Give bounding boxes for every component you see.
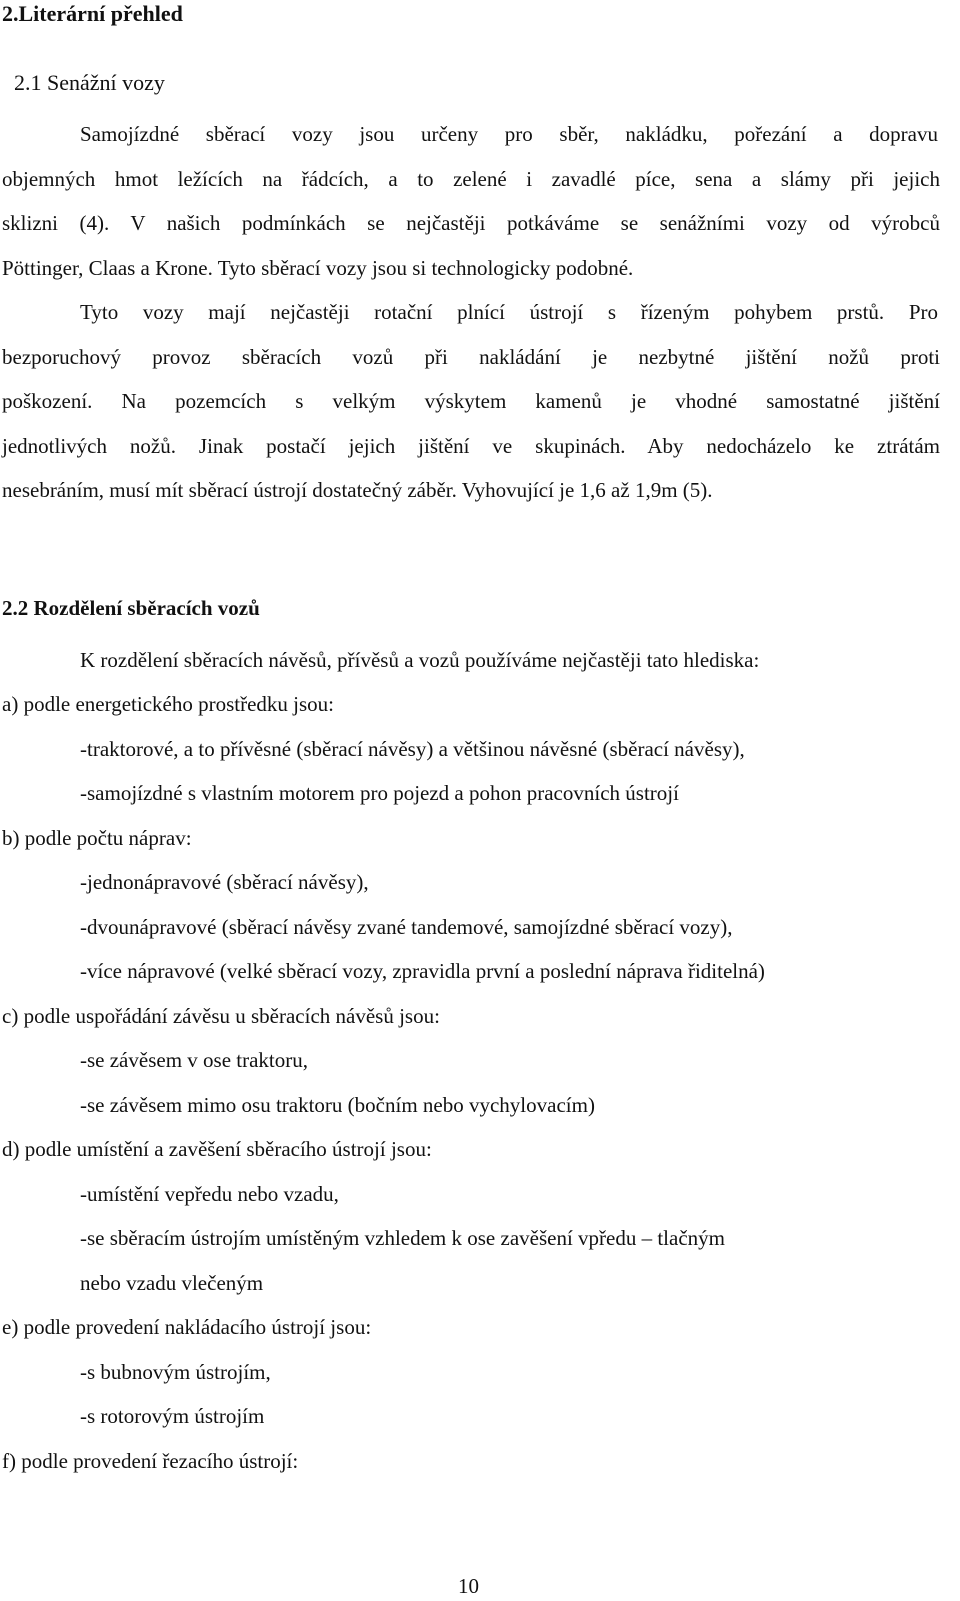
list-item: -s rotorovým ústrojím <box>80 1404 265 1428</box>
list-item: -jednonápravové (sběrací návěsy), <box>80 870 369 894</box>
section-intro: K rozdělení sběracích návěsů, přívěsů a vozů používáme nejčastěji tato hlediska: <box>80 648 760 672</box>
list-item: -dvounápravové (sběrací návěsy zvané tandemové, samojízdné sběrací vozy), <box>80 915 733 939</box>
list-item: -samojízdné s vlastním motorem pro pojezd a pohon pracovních ústrojí <box>80 781 679 805</box>
list-label: c) podle uspořádání závěsu u sběracích návěsů jsou: <box>2 1004 440 1028</box>
section-title: 2.1 Senážní vozy <box>14 70 165 95</box>
paragraph-line: Tyto vozy mají nejčastěji rotační plnící ústrojí s řízeným pohybem prstů. Pro <box>80 300 938 324</box>
page-number: 10 <box>458 1574 479 1598</box>
list-label: b) podle počtu náprav: <box>2 826 192 850</box>
list-item: -s bubnovým ústrojím, <box>80 1360 271 1384</box>
list-label: a) podle energetického prostředku jsou: <box>2 692 335 716</box>
list-item: -více nápravové (velké sběrací vozy, zpravidla první a poslední náprava řiditelná) <box>80 959 765 983</box>
paragraph-line: sklizni (4). V našich podmínkách se nejčastěji potkáváme se senážními vozy od výrobců <box>2 211 940 235</box>
paragraph-line: poškození. Na pozemcích s velkým výskytem kamenů je vhodné samostatné jištění <box>2 389 940 413</box>
document-heading: 2.Literární přehled <box>2 1 183 26</box>
list-label: d) podle umístění a zavěšení sběracího ústrojí jsou: <box>2 1137 432 1161</box>
section-title: 2.2 Rozdělení sběracích vozů <box>2 596 260 620</box>
paragraph-line: Pöttinger, Claas a Krone. Tyto sběrací vozy jsou si technologicky podobné. <box>2 256 634 280</box>
list-item: -umístění vepředu nebo vzadu, <box>80 1182 339 1206</box>
paragraph-line: Samojízdné sběrací vozy jsou určeny pro sběr, nakládku, pořezání a dopravu <box>80 122 938 146</box>
list-label: f) podle provedení řezacího ústrojí: <box>2 1449 299 1473</box>
list-item: nebo vzadu vlečeným <box>80 1271 264 1295</box>
paragraph-line: nesebráním, musí mít sběrací ústrojí dostatečný záběr. Vyhovující je 1,6 až 1,9m (5). <box>2 478 713 502</box>
list-label: e) podle provedení nakládacího ústrojí jsou: <box>2 1315 372 1339</box>
list-item: -se závěsem mimo osu traktoru (bočním nebo vychylovacím) <box>80 1093 595 1117</box>
list-item: -se závěsem v ose traktoru, <box>80 1048 308 1072</box>
list-item: -traktorové, a to přívěsné (sběrací návěsy) a většinou návěsné (sběrací návěsy), <box>80 737 745 761</box>
paragraph-line: bezporuchový provoz sběracích vozů při nakládání je nezbytné jištění nožů proti <box>2 345 940 369</box>
paragraph-line: objemných hmot ležících na řádcích, a to zelené i zavadlé píce, sena a slámy při jejich <box>2 167 940 191</box>
paragraph-line: jednotlivých nožů. Jinak postačí jejich jištění ve skupinách. Aby nedocházelo ke ztrátám <box>2 434 940 458</box>
list-item: -se sběracím ústrojím umístěným vzhledem k ose zavěšení vpředu – tlačným <box>80 1226 725 1250</box>
